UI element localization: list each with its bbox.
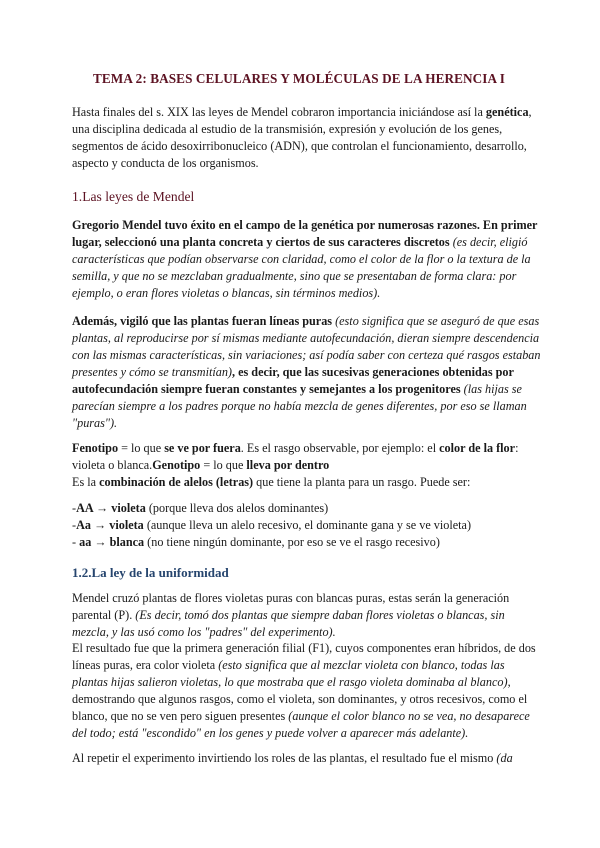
list-item — [72, 517, 542, 534]
p3-bold-2: se ve por fuera — [164, 441, 241, 455]
paragraph-mendel-exito — [72, 217, 542, 302]
fenotipo-term: Fenotipo — [72, 441, 119, 455]
p2-bold-1: Además, vigiló que las plantas fueran líneas puras — [72, 314, 333, 328]
genotipo-term: Genotipo — [152, 458, 201, 472]
p3-text-3: : violeta o blanca. — [72, 441, 519, 472]
p5-text-1: El resultado fue que la primera generación filial (F1), cuyos componentes eran híbridos, de dos líneas puras, era color violeta — [72, 641, 536, 672]
list-item-bold: aa → blanca — [79, 535, 145, 549]
genotype-list — [72, 500, 542, 551]
intro-paragraph — [72, 104, 542, 172]
p3-text-5: Es la — [72, 475, 100, 489]
list-item-text: (porque lleva dos alelos dominantes) — [145, 501, 329, 515]
p3-bold-5: lleva por dentro — [246, 458, 330, 472]
list-item-prefix: - — [72, 535, 80, 549]
list-item-text: (no tiene ningún dominante, por eso se ve el rasgo recesivo) — [144, 535, 440, 549]
p2-italic-2: (las hijas se parecían siempre a los padres porque no había mezcla de genes diferentes, por eso se llaman "puras"). — [72, 382, 527, 430]
p3-text-6: que tiene la planta para un rasgo. Puede ser: — [253, 475, 471, 489]
paragraph-lineas-puras — [72, 313, 542, 432]
p1-italic: (es decir, eligió características que podían observarse con claridad, como el color de la flor o la textura de la semilla, y que no se mezclaban gradualmente, sino que se presentaban de forma clara: por ejemplo, o eran flores violetas o blancas, sin términos medios). — [72, 235, 531, 300]
list-item-text: (aunque lleva un alelo recesivo, el dominante gana y se ve violeta) — [143, 518, 472, 532]
p3-text-4: = lo que — [200, 458, 247, 472]
p4-italic: (Es decir, tomó dos plantas que siempre daban flores violetas o blancas, sin mezcla, y las usó como los "padres" del experimento). — [72, 608, 505, 639]
paragraph-cruce-parental — [72, 590, 542, 641]
p5-italic-1: (esto significa que al mezclar violeta con blanco, todas las plantas hijas salieron violetas, lo que mostraba que el rasgo violeta dominaba al blanco) — [72, 658, 508, 689]
p5-italic-2: (aunque el color blanco no se vea, no desaparece del todo; está "escondido" en los genes y puede volver a aparecer más adelante). — [72, 709, 530, 740]
section-heading-uniformidad: 1.2.La ley de la uniformidad — [72, 565, 229, 580]
section-heading-leyes-mendel: 1.Las leyes de Mendel — [72, 189, 195, 204]
p3-bold-3: color de la flor — [439, 441, 516, 455]
p4-text: Mendel cruzó plantas de flores violetas puras con blancas puras, estas serán la generación parental (P). — [72, 591, 510, 622]
paragraph-resultado-f1 — [72, 640, 542, 742]
intro-text-2: , una disciplina dedicada al estudio de la transmisión, expresión y evolución de los genes, segmentos de ácido desoxirribonucleico (ADN), que controlan el funcionamiento, desarrollo, aspecto y conducta de los organismos. — [72, 105, 532, 170]
p5-text-2: , demostrando que algunos rasgos, como el violeta, son dominantes, y otros recesivos, como el blanco, que no se ven pero siguen presentes — [72, 675, 528, 723]
list-item-prefix: - — [72, 501, 77, 515]
list-item-prefix: - — [72, 518, 77, 532]
list-item — [72, 534, 542, 551]
list-item-bold: Aa → violeta — [76, 518, 144, 532]
p2-bold-2: , es decir, que las sucesivas generaciones obtenidas por autofecundación siempre fueran constantes y semejantes a los progenitores — [72, 365, 514, 396]
p1-bold: Gregorio Mendel tuvo éxito en el campo de la genética por numerosas razones. En primer lugar, seleccionó una planta concreta y ciertos de sus caracteres discretos — [72, 218, 538, 249]
p3-text-2: . Es el rasgo observable, por ejemplo: el — [240, 441, 440, 455]
p3-text-1: = lo que — [118, 441, 165, 455]
document-title: TEMA 2: BASES CELULARES Y MOLÉCULAS DE LA HERENCIA I — [93, 71, 506, 86]
p2-italic-1: (esto significa que se aseguró de que esas plantas, al reproducirse por sí mismas mediante autofecundación, dieran siempre descendencia con las mismas características, sin variaciones; así podía saber con certeza qué rasgos estaban presentes y cómo se transmitían) — [72, 314, 541, 379]
p6-italic: (da — [496, 751, 513, 765]
list-item — [72, 500, 542, 517]
paragraph-repetir-experimento — [72, 750, 542, 767]
intro-text-1: Hasta finales del s. XIX las leyes de Mendel cobraron importancia iniciándose así la — [72, 105, 486, 119]
paragraph-fenotipo-genotipo — [72, 440, 542, 491]
p6-text: Al repetir el experimento invirtiendo los roles de las plantas, el resultado fue el mismo — [72, 751, 497, 765]
list-item-bold: AA → violeta — [76, 501, 146, 515]
intro-bold-genetica: genética — [485, 105, 529, 119]
p3-bold-6: combinación de alelos (letras) — [99, 475, 254, 489]
